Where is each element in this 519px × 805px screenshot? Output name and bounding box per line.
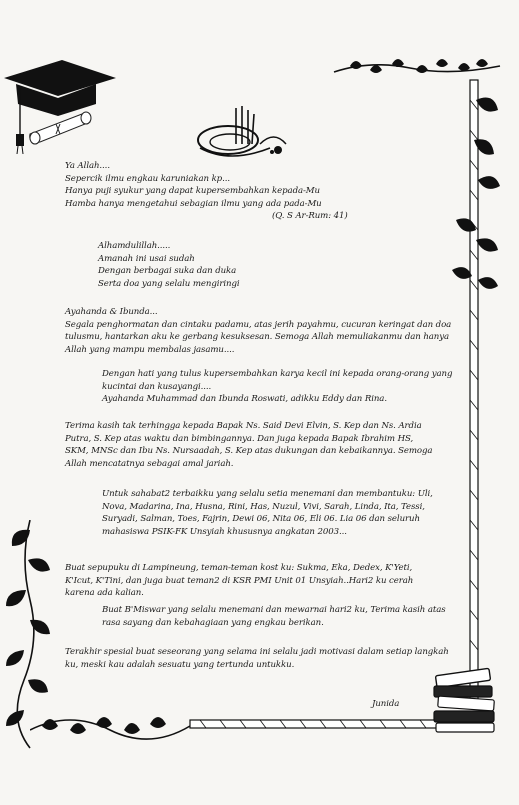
parents-section [65, 306, 451, 356]
stanza-line: Amanah ini usai sudah [98, 253, 195, 264]
signature: Junida [372, 699, 400, 709]
paragraph-line: SKM, MNSc dan Ibu Ns. Nursaadah, S. Kep atas dukungan dan kebaikannya. Semoga [65, 446, 433, 457]
closing-paragraph [65, 646, 449, 671]
stanza-line: Dengan berbagai suka dan duka [98, 266, 237, 277]
greeting: Ayahanda & Ibunda... [65, 307, 158, 317]
paragraph-line: rasa sayang dan kebahagiaan yang engkau berikan. [102, 617, 324, 628]
paragraph-line: Buat B'Miswar yang selalu menemani dan mewarnai hari2 ku, Terima kasih atas [102, 605, 446, 615]
thanks-paragraph [65, 420, 432, 470]
verse-line: Hanya puji syukur yang dapat kupersembahkan kepada-Mu [65, 186, 320, 197]
paragraph-line: Segala penghormatan dan cintaku padamu, atas jerih payahmu, cucuran keringat dan doa [65, 319, 452, 330]
vine-border-icon [448, 70, 504, 710]
paragraph-line: Dengan hati yang tulus kupersembahkan karya kecil ini kepada orang-orang yang [102, 369, 453, 379]
paragraph-line: kucintai dan kusayangi.... [102, 381, 212, 392]
miswar-paragraph [102, 604, 446, 629]
paragraph-line: Putra, S. Kep atas waktu dan bimbingannya. Dan juga kepada Bapak Ibrahim HS, [65, 433, 414, 444]
paragraph-line: tulusmu, hantarkan aku ke gerbang kesuksesan. Semoga Allah memuliakanmu dan hanya [65, 332, 450, 343]
verse-line: Ya Allah.... [65, 161, 110, 171]
verse-line: Sepercik ilmu engkau karuniakan kp... [65, 173, 230, 184]
book-stack-icon [430, 666, 500, 736]
paragraph-line: mahasiswa PSIK-FK Unsyiah khususnya angkatan 2003... [102, 526, 347, 537]
verse-citation: (Q. S Ar-Rum: 41) [272, 211, 348, 221]
paragraph-line: Allah yang mampu membalas jasamu.... [65, 344, 235, 355]
stanza-line: Serta doa yang selalu mengiringi [98, 278, 240, 289]
paragraph-line: Suryadi, Salman, Toes, Fajrin, Dewi 06, Nita 06, Eli 06. Lia 06 dan seluruh [102, 514, 420, 525]
paragraph-line: Allah mencatatnya sebagai amal jariah. [65, 458, 234, 469]
paragraph-line: Terima kasih tak terhingga kepada Bapak Ns. Said Devi Elvin, S. Kep dan Ns. Ardia [65, 421, 422, 431]
verse-line: Hamba hanya mengetahui sebagian ilmu yang ada pada-Mu [65, 198, 322, 209]
paragraph-line: Nova, Madarina, Ina, Husna, Rini, Has, Nuzul, Vivi, Sarah, Linda, Ita, Tessi, [102, 501, 425, 512]
paragraph-line: karena ada kalian. [65, 588, 144, 599]
friends-paragraph [102, 488, 433, 538]
alhamdulillah-stanza [98, 240, 240, 290]
paragraph-line: ku, meski kau adalah sesuatu yang tertunda untukku. [65, 659, 295, 670]
parents-dedication [102, 368, 452, 406]
calligraphy-emblem-icon [190, 104, 300, 166]
paragraph-line: Terakhir spesial buat seseorang yang selama ini selalu jadi motivasi dalam setiap langkah [65, 647, 449, 657]
diploma-scroll-icon [26, 108, 96, 148]
paragraph-line: K'Icut, K'Tini, dan juga buat teman2 di KSR PMI Unit 01 Unsyiah..Hari2 ku cerah [65, 575, 414, 586]
lampineung-paragraph [65, 562, 413, 600]
stanza-line: Alhamdulillah..... [98, 241, 171, 251]
paragraph-line: Untuk sahabat2 terbaikku yang selalu setia menemani dan membantuku: Uli, [102, 489, 433, 499]
paragraph-line: Ayahanda Muhammad dan Ibunda Roswati, adikku Eddy dan Rina. [102, 394, 387, 405]
paragraph-line: Buat sepupuku di Lampineung, teman-teman kost ku: Sukma, Eka, Dedex, K'Yeti, [65, 563, 413, 573]
opening-verse [65, 160, 322, 210]
